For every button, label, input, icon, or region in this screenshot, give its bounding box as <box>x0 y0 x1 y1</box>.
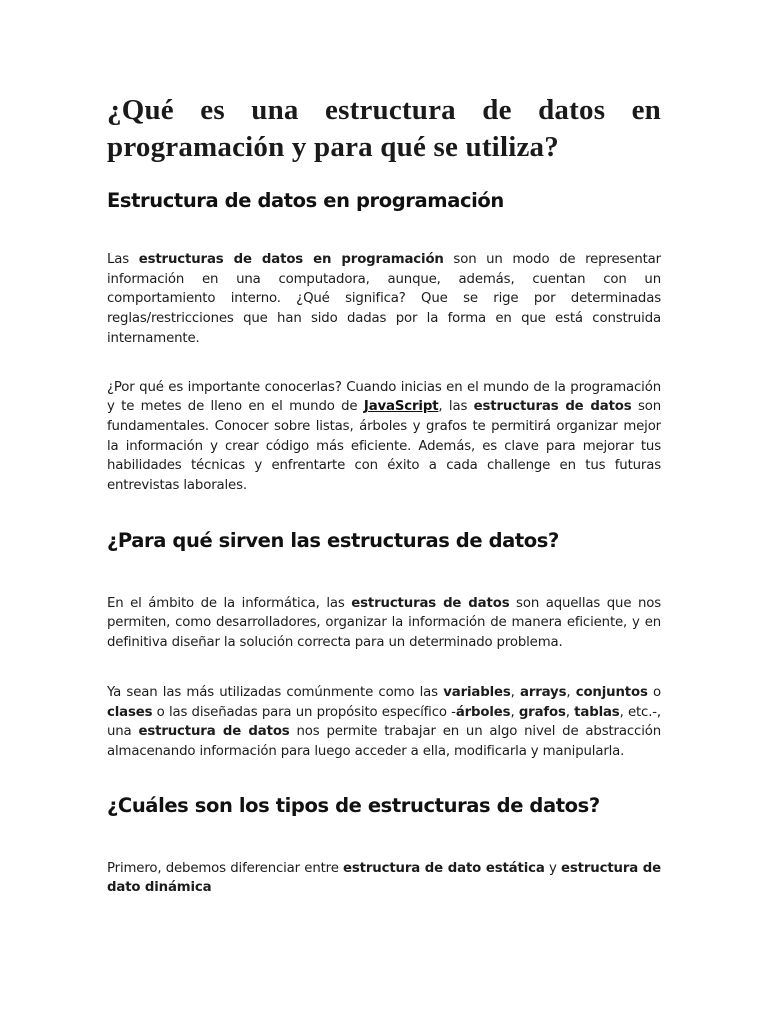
page-title: ¿Qué es una estructura de datos en programación y para qué se utiliza? <box>107 94 661 163</box>
text: nos permite trabajar en un algo nivel de abstracción almacenando información para luego acceder a ella, modificarla y manipularla. <box>107 724 662 759</box>
bold-term: tablas <box>574 704 620 720</box>
javascript-link[interactable]: JavaScript <box>363 399 439 415</box>
text: , etc.-, una <box>107 704 662 740</box>
paragraph-ambito <box>107 594 661 653</box>
text: , <box>510 684 520 700</box>
bold-term: estructuras de datos en programación <box>138 252 444 267</box>
text: o <box>647 684 662 700</box>
text: Ya sean las más utilizadas comúnmente como las <box>107 684 444 700</box>
section-heading-estructura: Estructura de datos en programación <box>107 189 504 212</box>
text: ¿Por qué es importante conocerlas? Cuando inicias en el mundo de la programación y te metes de lleno en el mundo de <box>107 379 661 415</box>
section-heading-tipos: ¿Cuáles son los tipos de estructuras de datos? <box>107 793 600 817</box>
bold-term: variables <box>443 684 511 700</box>
paragraph-tipos <box>107 859 661 898</box>
text: Las <box>107 252 139 267</box>
section-heading-para-que-sirven: ¿Para qué sirven las estructuras de datos? <box>107 528 559 552</box>
bold-term: estructuras de datos <box>473 399 632 415</box>
text: , <box>565 704 575 720</box>
bold-term: grafos <box>518 704 566 720</box>
bold-term: estructura de dato dinámica <box>107 860 662 896</box>
text: o las diseñadas para un propósito específico - <box>152 704 456 720</box>
bold-term: estructura de dato estática <box>343 860 545 876</box>
bold-term: estructura de datos <box>138 724 290 740</box>
paragraph-ejemplos <box>107 683 661 762</box>
text: , <box>566 684 576 700</box>
text: son fundamentales. Conocer sobre listas, árboles y grafos te permitirá organizar mejor la información y crear código más eficiente. Además, es clave para mejorar tus habilidades técnicas y enfrentarte con éxito a cada challenge en tus futuras entrevistas laborales. <box>107 399 661 494</box>
bold-term: clases <box>107 704 153 720</box>
text: y <box>544 860 562 876</box>
bold-term: arrays <box>520 684 567 700</box>
text: son un modo de representar información en una computadora, aunque, además, cuentan con un comportamiento interno. ¿Qué significa? Que se rige por determinadas reglas/restricciones que han sido dadas por la forma en que está construida internamente. <box>107 252 661 346</box>
text: , las <box>438 399 474 415</box>
text: son aquellas que nos permiten, como desarrolladores, organizar la información de manera eficiente, y en definitiva diseñar la solución correcta para un determinado problema. <box>107 595 661 651</box>
text: En el ámbito de la informática, las <box>107 595 352 611</box>
bold-term: estructuras de datos <box>351 595 510 611</box>
paragraph-importancia <box>107 378 661 496</box>
text: Primero, debemos diferenciar entre <box>107 860 344 876</box>
bold-term: conjuntos <box>575 684 648 700</box>
text: , <box>510 704 519 720</box>
bold-term: árboles <box>455 704 511 720</box>
paragraph-definicion <box>107 250 661 349</box>
